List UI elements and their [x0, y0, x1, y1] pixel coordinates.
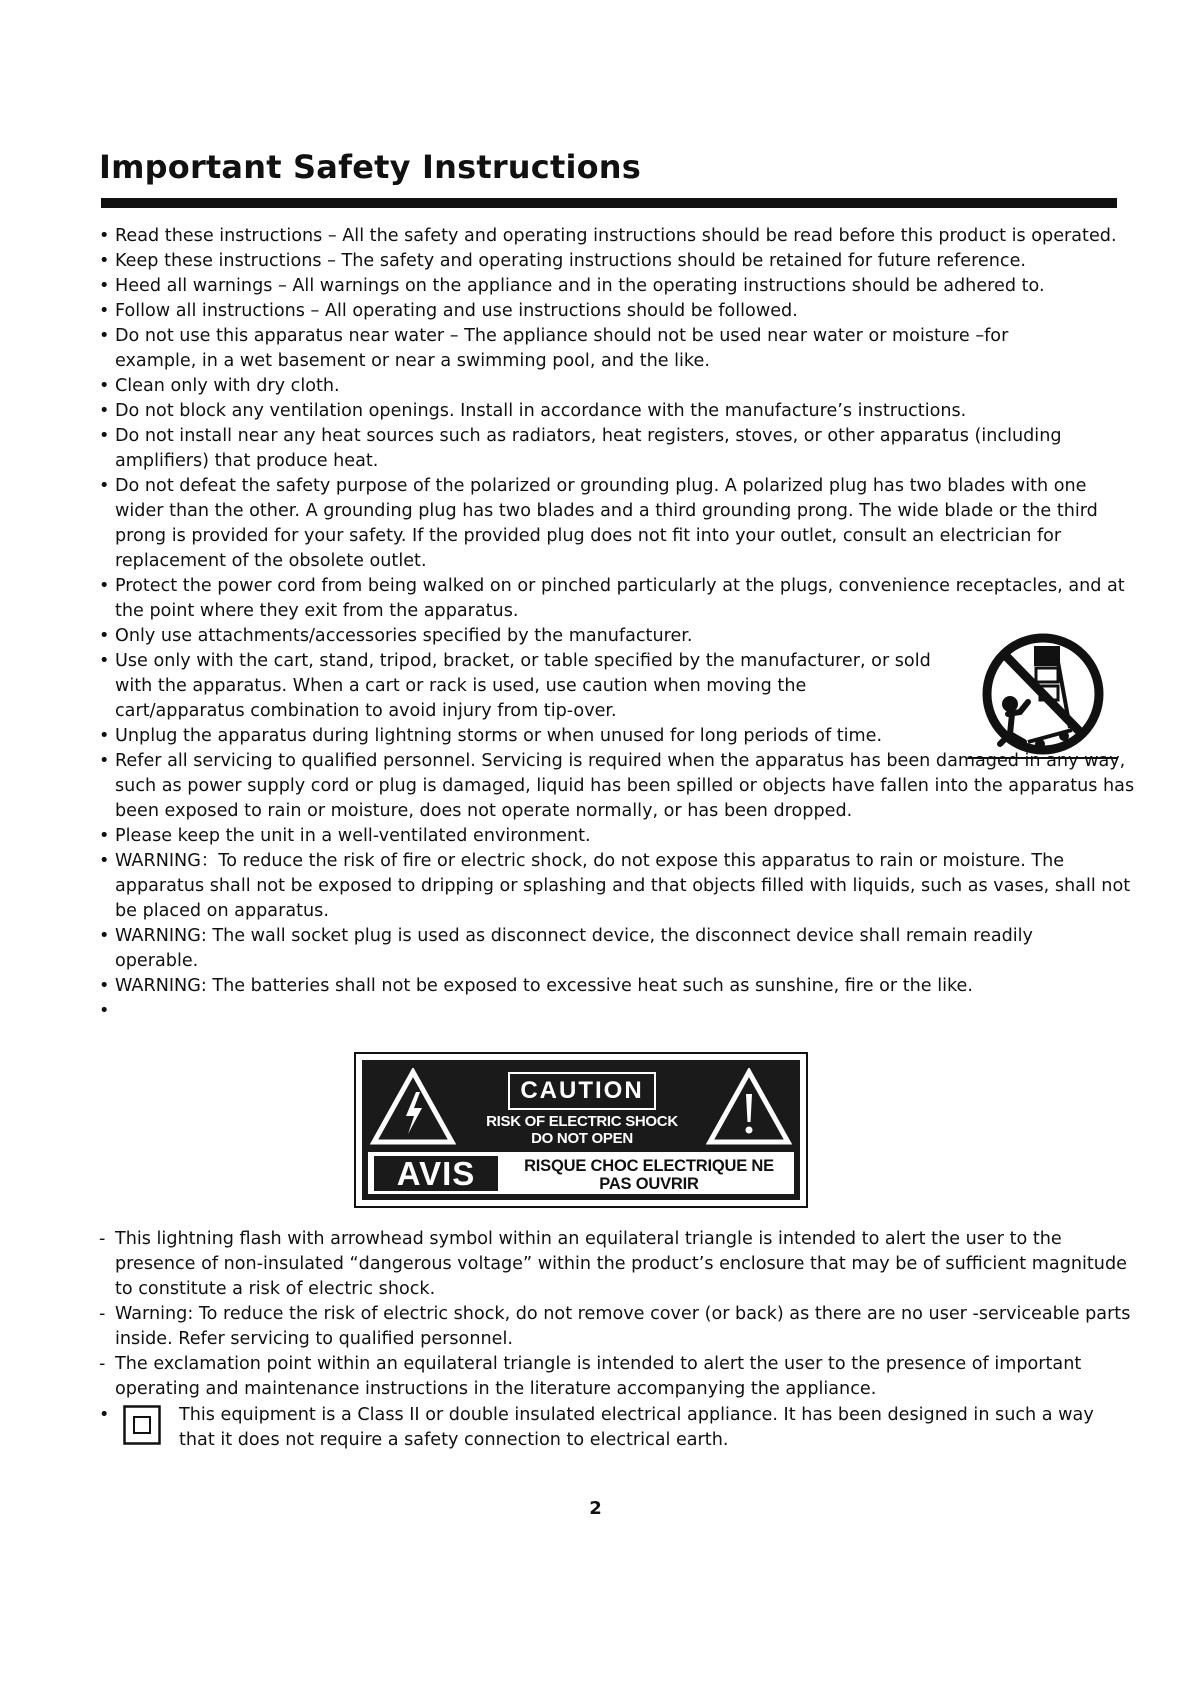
instruction-item: • Unplug the apparatus during lightning storms or when unused for long periods of time. [99, 726, 883, 746]
page-number: 2 [589, 1498, 602, 1519]
avis-french-text: RISQUE CHOC ELECTRIQUE NE PAS OUVRIR [524, 1157, 774, 1193]
instruction-item: • Refer all servicing to qualified personnel. Servicing is required when the apparatus has been damaged in any way, such as power supply cord or plug is damaged, liquid has been spilled or objects have fallen into the apparatus has been exposed to rain or moisture, does not operate normally, or has been dropped. [99, 751, 1135, 821]
instruction-item: • Use only with the cart, stand, tripod, bracket, or table specified by the manufacturer, or sold with the apparatus. When a cart or rack is used, use caution when moving the cart/apparatus combination to avoid injury from tip-over. [99, 651, 931, 721]
cart-tipover-warning-icon [968, 632, 1118, 772]
exclamation-warning-icon [706, 1068, 792, 1146]
lightning-warning-icon [370, 1068, 456, 1146]
instruction-item: • Heed all warnings – All warnings on the appliance and in the operating instructions should be adhered to. [99, 276, 1045, 296]
instruction-item: • WARNING：To reduce the risk of fire or electric shock, do not expose this apparatus to rain or moisture. The apparatus shall not be exposed to dripping or splashing and that objects filled with liquids, such as vases, shall not be placed on apparatus. [99, 851, 1131, 921]
instruction-item: • Please keep the unit in a well-ventilated environment. [99, 826, 591, 846]
instruction-item: • Clean only with dry cloth. [99, 376, 340, 396]
note-item: - Warning: To reduce the risk of electric shock, do not remove cover (or back) as there are no user -serviceable parts inside. Refer servicing to qualified personnel. [99, 1304, 1131, 1349]
instruction-item: • Protect the power cord from being walked on or pinched particularly at the plugs, convenience receptacles, and at the point where they exit from the apparatus. [99, 576, 1125, 621]
instruction-item: • Do not defeat the safety purpose of the polarized or grounding plug. A polarized plug has two blades with one wider than the other. A grounding plug has two blades and a third grounding prong. The wide blade or the third prong is provided for your safety. If the provided plug does not fit into your outlet, consult an electrician for replacement of the obsolete outlet. [99, 476, 1098, 571]
avis-heading: AVIS [374, 1156, 498, 1191]
double-insulation-icon [123, 1405, 161, 1445]
instruction-item: • Do not use this apparatus near water – The appliance should not be used near water or moisture –for example, in a wet basement or near a swimming pool, and the like. [99, 326, 1009, 371]
instruction-list: • Read these instructions – All the safety and operating instructions should be read before this product is operated. • Keep these instructions – The safety and operating instructions should be retained for future reference. • Heed all warnings – All warnings on the appliance and in the operating instructions should be adhered to. • Follow all instructions – All operating and use instructions should be followed. • Do not use this apparatus near water – The appliance should not be used near water or moisture –for example, in a wet basement or near a swimming pool, and the like. • Clean only with dry cloth. • Do not block any ventilation openings. Install in accordance with the manufacture’s instructions. • Do not install near any heat sources such as radiators, heat registers, stoves, or other apparatus (including amplifiers) that produce heat. • Do not defeat the safety purpose of the polarized or grounding plug. A polarized plug has two blades with one wider than the other. A grounding plug has two blades and a third grounding prong. The wide blade or the third prong is provided for your safety. If the provided plug does not fit into your outlet, consult an electrician for replacement of the obsolete outlet. • Protect the power cord from being walked on or pinched particularly at the plugs, convenience receptacles, and at the point where they exit from the apparatus. • Only use attachments/accessories specified by the manufacturer. • Use only with the cart, stand, tripod, bracket, or table specified by the manufacturer, or sold with the apparatus. When a cart or rack is used, use caution when moving the cart/apparatus combination to avoid injury from tip-over. • Unplug the apparatus during lightning storms or when unused for long periods of time. • Refer all servicing to qualified personnel. Servicing is required when the apparatus has been damaged in any way, such as power supply cord or plug is damaged, liquid has been spilled or objects have fallen into the apparatus has been exposed to rain or moisture, does not operate normally, or has been dropped. • Please keep the unit in a well-ventilated environment. • WARNING：To reduce the risk of fire or electric shock, do not expose this apparatus to rain or moisture. The apparatus shall not be exposed to dripping or splashing and that objects filled with liquids, such as vases, shall not be placed on apparatus. • WARNING: The wall socket plug is used as disconnect device, the disconnect device shall remain readily operable. • WARNING: The batteries shall not be exposed to excessive heat such as sunshine, fire or the like. • [99, 224, 1139, 999]
symbol-notes [99, 1227, 1139, 1402]
instruction-item: • Do not install near any heat sources such as radiators, heat registers, stoves, or other apparatus (including amplifiers) that produce heat. [99, 426, 1062, 471]
page-title: Important Safety Instructions [99, 148, 642, 186]
caution-heading: CAUTION [508, 1072, 656, 1110]
instruction-item: • Follow all instructions – All operating and use instructions should be followed. [99, 301, 798, 321]
instruction-item: • Keep these instructions – The safety and operating instructions should be retained for future reference. [99, 251, 1026, 271]
note-item: - This lightning flash with arrowhead symbol within an equilateral triangle is intended to alert the user to the presence of non-insulated “dangerous voltage” within the product’s enclosure that may be of sufficient magnitude to constitute a risk of electric shock. [99, 1229, 1127, 1299]
instruction-item: • WARNING: The wall socket plug is used as disconnect device, the disconnect device shall remain readily operable. [99, 926, 1033, 971]
instruction-item: • Read these instructions – All the safety and operating instructions should be read before this product is operated. [99, 226, 1117, 246]
instruction-item: • Do not block any ventilation openings. Install in accordance with the manufacture’s instructions. [99, 401, 967, 421]
instruction-item: • Only use attachments/accessories specified by the manufacturer. [99, 626, 693, 646]
title-rule [101, 198, 1117, 208]
note-item: - The exclamation point within an equilateral triangle is intended to alert the user to the presence of important operating and maintenance instructions in the literature accompanying the appliance. [99, 1354, 1082, 1399]
instruction-item: • WARNING: The batteries shall not be exposed to excessive heat such as sunshine, fire or the like. [99, 976, 973, 996]
caution-shock-text: RISK OF ELECTRIC SHOCK DO NOT OPEN [486, 1113, 678, 1147]
